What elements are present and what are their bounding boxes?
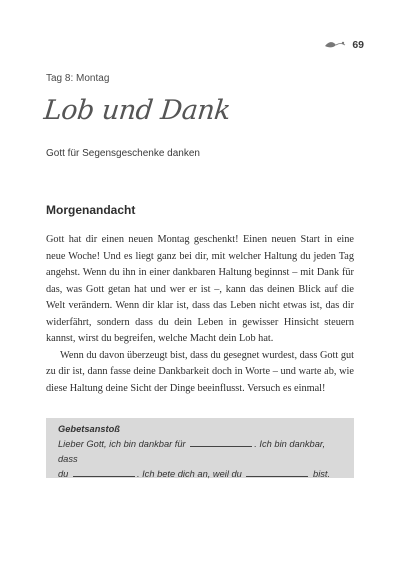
prompt-text: du xyxy=(58,469,69,479)
devotional-text xyxy=(46,232,354,397)
section-heading: Morgenandacht xyxy=(46,203,136,217)
paragraph: Gott hat dir einen neuen Montag geschenkt! Einen neuen Start in eine neue Woche! Und es liegt ganz bei dir, mit welcher Haltung du jeden Tag angehst. Wenn du ihn in einer dankbaren Haltung beginnst – mit Dank für das, was Gott getan hat und wer er ist –, kann das deinen Blick auf die Welt verändern. Wenn dir klar ist, dass das Leben nicht etwas ist, das dir widerfährt, sondern dass du dein Leben in gewisser Hinsicht steuern kannst, wirst du begreifen, welche Macht dein Lob hat. xyxy=(46,234,354,344)
fill-in-blank[interactable] xyxy=(73,467,135,477)
day-label: Tag 8: Montag xyxy=(46,73,110,84)
prompt-text: Lieber Gott, ich bin dankbar für xyxy=(58,439,186,449)
paragraph: Wenn du davon überzeugt bist, dass du gesegnet wurdest, dass Gott gut zu dir ist, dann fasse deine Dankbarkeit doch in Worte – und warte ab, wie diese Haltung deine Sicht der Dinge beeinflusst. Versuch es einmal! xyxy=(46,349,355,394)
prompt-text: bist. xyxy=(313,469,331,479)
fill-in-blank[interactable] xyxy=(190,437,252,447)
leaf-ornament-icon xyxy=(324,40,346,50)
subtitle: Gott für Segensgeschenke danken xyxy=(46,148,200,159)
prompt-line xyxy=(58,467,342,482)
prompt-text: . Ich bin dankbar, dass xyxy=(58,439,326,464)
prompt-line xyxy=(58,437,342,467)
page-number: 69 xyxy=(352,39,364,51)
prayer-prompt-box xyxy=(46,418,354,478)
fill-in-blank[interactable] xyxy=(246,467,308,477)
prompt-text: . Ich bete dich an, weil du xyxy=(136,469,242,479)
page-header xyxy=(324,39,364,51)
page-title: Lob und Dank xyxy=(42,95,232,126)
prompt-title: Gebetsanstoß xyxy=(58,424,120,434)
